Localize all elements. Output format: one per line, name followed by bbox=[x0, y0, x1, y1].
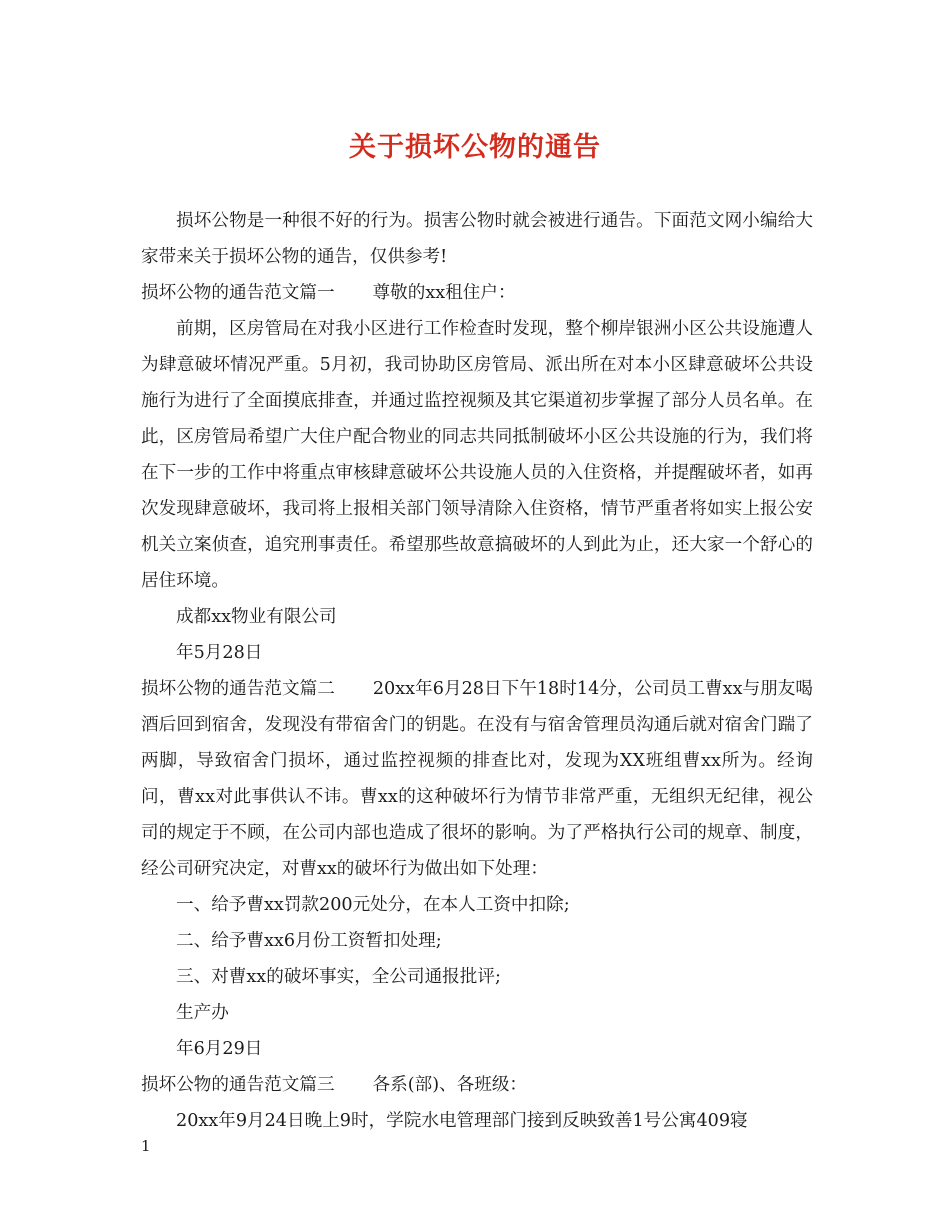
article3-heading: 损坏公物的通告范文篇三 bbox=[141, 1075, 335, 1095]
article2-item-1: 一、给予曹xx罚款200元处分，在本人工资中扣除; bbox=[176, 895, 570, 915]
page-number: 1 bbox=[141, 1137, 151, 1155]
article1-date: 年5月28日 bbox=[176, 643, 263, 663]
article3-salutation: 各系(部)、各班级： bbox=[372, 1075, 528, 1095]
document-title: 关于损坏公物的通告 bbox=[349, 132, 601, 163]
article3-heading-line bbox=[141, 1067, 813, 1103]
article2-date: 年6月29日 bbox=[176, 1039, 263, 1059]
article1-heading-line bbox=[141, 275, 813, 311]
article2-paragraph bbox=[141, 671, 813, 887]
article1-salutation: 尊敬的xx租住户： bbox=[372, 283, 516, 303]
article2-body: 20xx年6月28日下午18时14分，公司员工曹xx与朋友喝酒后回到宿舍，发现没有带宿舍门的钥匙。在没有与宿舍管理员沟通后就对宿舍门踹了两脚，导致宿舍门损坏，通过监控视频的排查比对，发现为XX班组曹xx所为。经询问，曹xx对此事供认不讳。曹xx的这种破坏行为情节非常严重，无组织无纪律，视公司的规定于不顾，在公司内部也造成了很坏的影响。为了严格执行公司的规章、制度，经公司研究决定，对曹xx的破坏行为做出如下处理： bbox=[141, 679, 813, 879]
intro-paragraph: 损坏公物是一种很不好的行为。损害公物时就会被进行通告。下面范文网小编给大家带来关于损坏公物的通告，仅供参考! bbox=[141, 211, 813, 267]
article1-body: 前期，区房管局在对我小区进行工作检查时发现，整个柳岸银洲小区公共设施遭人为肆意破坏情况严重。5月初，我司协助区房管局、派出所在对本小区肆意破坏公共设施行为进行了全面摸底排查，并通过监控视频及其它渠道初步掌握了部分人员名单。在此，区房管局希望广大住户配合物业的同志共同抵制破坏小区公共设施的行为，我们将在下一步的工作中将重点审核肆意破坏公共设施人员的入住资格，并提醒破坏者，如再次发现肆意破坏，我司将上报相关部门领导清除入住资格，情节严重者将如实上报公安机关立案侦查，追究刑事责任。希望那些故意搞破坏的人到此为止，还大家一个舒心的居住环境。 bbox=[141, 319, 813, 591]
article2-item-2: 二、给予曹xx6月份工资暂扣处理; bbox=[176, 931, 442, 951]
article2-item-3: 三、对曹xx的破坏事实，全公司通报批评; bbox=[176, 967, 501, 987]
article3-body: 20xx年9月24日晚上9时，学院水电管理部门接到反映致善1号公寓409寝 bbox=[176, 1111, 748, 1131]
article1-signature: 成都xx物业有限公司 bbox=[176, 607, 337, 627]
article2-signature: 生产办 bbox=[176, 1003, 229, 1023]
document-body bbox=[141, 203, 813, 1139]
article2-heading: 损坏公物的通告范文篇二 bbox=[141, 679, 335, 699]
article1-heading: 损坏公物的通告范文篇一 bbox=[141, 283, 335, 303]
